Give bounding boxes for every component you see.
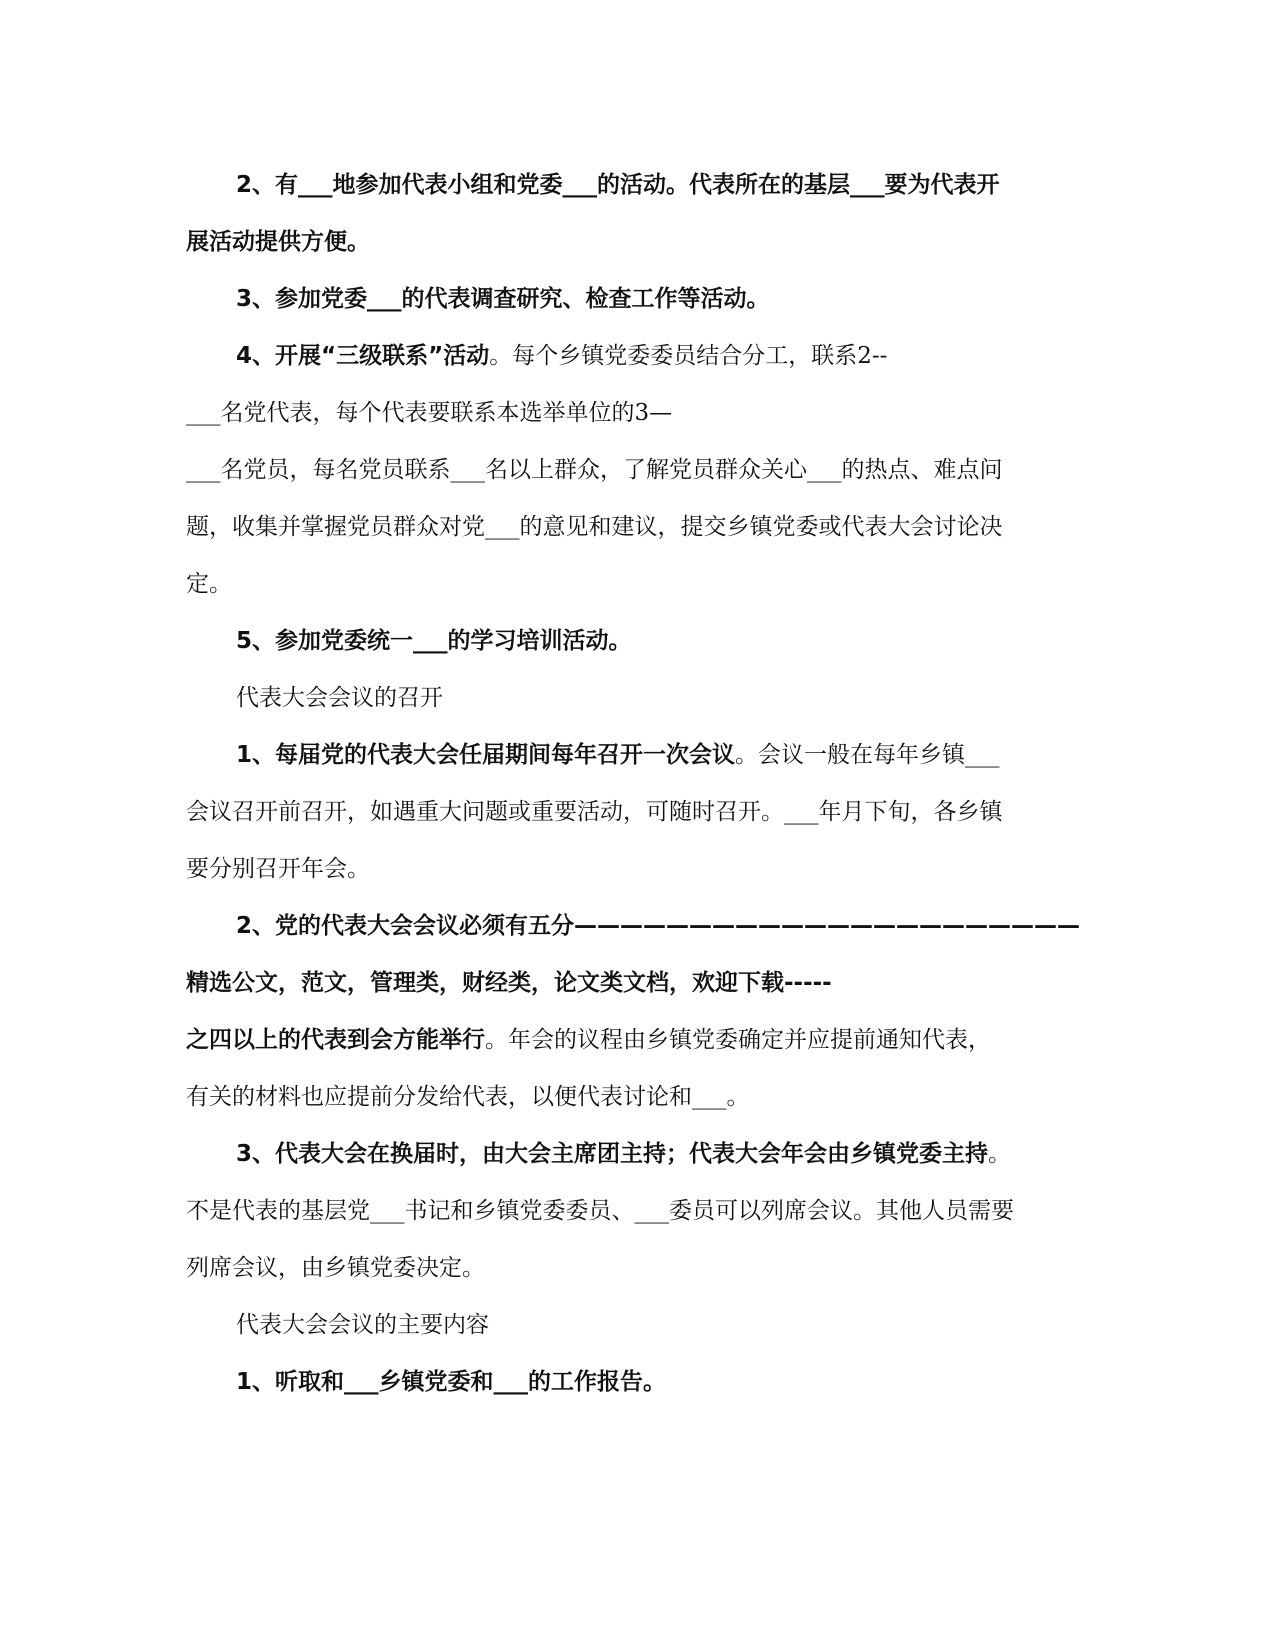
- paragraph-line: [236, 1367, 666, 1397]
- body-text: 代表大会会议的主要内容: [236, 1312, 489, 1338]
- body-text: 定。: [186, 571, 232, 597]
- paragraph-line: [186, 797, 1003, 827]
- paragraph-line: [236, 740, 1000, 770]
- bold-text: 3、代表大会在换届时，由大会主席团主持；代表大会年会由乡镇党委主持: [236, 1141, 989, 1167]
- paragraph-line: [186, 854, 370, 884]
- paragraph-line: [186, 569, 232, 599]
- paragraph-line: [236, 284, 770, 314]
- bold-text: 1、每届党的代表大会任届期间每年召开一次会议: [236, 742, 736, 768]
- paragraph-line: [186, 227, 370, 257]
- body-text: 。年会的议程由乡镇党委确定并应提前通知代表，: [485, 1027, 991, 1053]
- paragraph-line: [236, 341, 887, 371]
- paragraph-line: [186, 1082, 750, 1112]
- body-text: 列席会议，由乡镇党委决定。: [186, 1255, 485, 1281]
- bold-text: 之四以上的代表到会方能举行: [186, 1027, 485, 1053]
- body-text: 。: [988, 1141, 1012, 1167]
- paragraph-line: [236, 626, 632, 656]
- bold-text: 2、党的代表大会会议必须有五分——————————————————————: [236, 913, 1081, 939]
- bold-text: 1、听取和___乡镇党委和___的工作报告。: [236, 1369, 667, 1395]
- body-text: 有关的材料也应提前分发给代表，以便代表讨论和___。: [186, 1084, 750, 1110]
- watermark-line: [186, 968, 832, 998]
- body-text: 代表大会会议的召开: [236, 685, 443, 711]
- paragraph-line: [186, 512, 1003, 542]
- bold-text: 2、有___地参加代表小组和党委___的活动。代表所在的基层___要为代表开: [236, 172, 1000, 198]
- paragraph-line: [236, 170, 1000, 200]
- bold-text: 3、参加党委___的代表调查研究、检查工作等活动。: [236, 286, 770, 312]
- body-text: 会议召开前召开，如遇重大问题或重要活动，可随时召开。___年月下旬，各乡镇: [186, 799, 1003, 825]
- bold-text: 展活动提供方便。: [186, 229, 370, 255]
- paragraph-line: [186, 1025, 991, 1055]
- body-text: ___名党代表，每个代表要联系本选举单位的3—: [186, 400, 673, 426]
- body-text: 要分别召开年会。: [186, 856, 370, 882]
- body-text: 。每个乡镇党委委员结合分工，联系2--: [489, 343, 888, 369]
- paragraph-line: [236, 1139, 1011, 1169]
- section-heading: [236, 1310, 489, 1340]
- section-heading: [236, 683, 443, 713]
- body-text: 不是代表的基层党___书记和乡镇党委委员、___委员可以列席会议。其他人员需要: [186, 1198, 1014, 1224]
- bold-text: 5、参加党委统一___的学习培训活动。: [236, 628, 632, 654]
- paragraph-line: [186, 455, 1003, 485]
- bold-text: 4、开展“三级联系”活动: [236, 343, 490, 369]
- body-text: 题，收集并掌握党员群众对党___的意见和建议，提交乡镇党委或代表大会讨论决: [186, 514, 1003, 540]
- paragraph-line: [186, 1253, 485, 1283]
- paragraph-line: [186, 1196, 1014, 1226]
- body-text: ___名党员，每名党员联系___名以上群众，了解党员群众关心___的热点、难点问: [186, 457, 1003, 483]
- paragraph-line: [236, 911, 1080, 941]
- bold-text: 精选公文，范文，管理类，财经类，论文类文档，欢迎下载-----: [186, 970, 832, 996]
- body-text: 。会议一般在每年乡镇___: [735, 742, 1000, 768]
- paragraph-line: [186, 398, 672, 428]
